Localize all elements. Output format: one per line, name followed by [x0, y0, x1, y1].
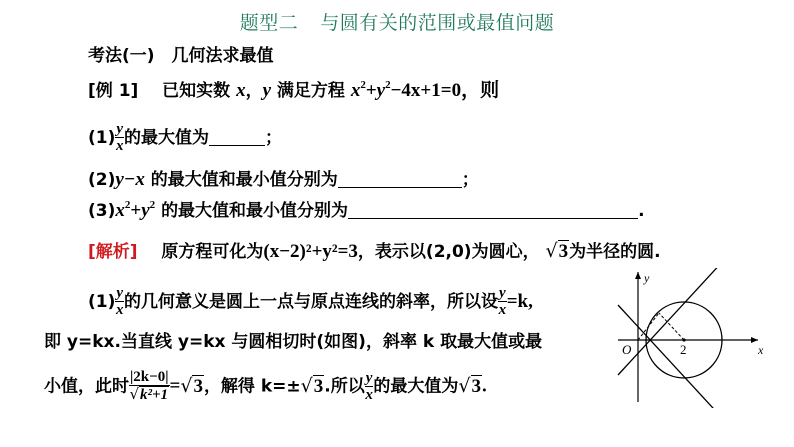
var-y: y	[262, 80, 271, 101]
title-part1: 题型二	[239, 12, 299, 34]
question-3	[88, 199, 645, 223]
distance-frac-num: |2k−0|	[130, 369, 169, 385]
method-heading: 考法(一) 几何法求最值	[88, 46, 274, 66]
result-frac-den: x	[365, 386, 373, 403]
sqrt3-radius: √3	[545, 240, 569, 262]
sqrt3-b: √3	[300, 374, 324, 397]
q1-end: ；	[265, 128, 283, 148]
solution-line4-mid2: ，解得 k=±	[203, 376, 301, 397]
origin-label: O	[622, 342, 632, 357]
solution-line4-eq: =	[169, 375, 181, 397]
solution-line4-pre: 小值，此时	[44, 376, 129, 397]
q3-num: (3)	[88, 201, 116, 221]
set-frac-den: x	[498, 302, 507, 318]
x-axis-arrow-icon	[751, 337, 758, 343]
example-label: [例 1]	[88, 81, 139, 101]
equation-tail: −4x+1=0，则	[390, 80, 500, 101]
slope-frac-num: y	[116, 285, 124, 301]
center-tick-label: 2	[680, 342, 687, 357]
x-axis-label: x	[758, 343, 764, 357]
result-frac-num: y	[365, 369, 373, 386]
y-axis-arrow-icon	[635, 272, 641, 279]
solution-line1-mid: ，表示以(2,0)为圆心，	[357, 242, 540, 262]
stem-mid: 满足方程	[276, 81, 345, 101]
distance-frac-den: k²+1	[140, 387, 169, 403]
q2-expr: y−x	[115, 169, 145, 190]
q1-frac-num: y	[116, 121, 124, 137]
sqrt3-a: √3	[180, 374, 203, 397]
sqrt3-b-value: 3	[313, 375, 324, 397]
slope-fraction	[115, 286, 124, 318]
tangent-figure	[612, 268, 772, 408]
q3-expr: $x^2+y^2$	[115, 199, 156, 221]
distance-fraction: $\frac{|2k-0|}{\text{√k²+1}}$	[129, 369, 169, 403]
solution-line1-pre: 原方程可化为	[161, 242, 264, 262]
solution-line-4	[44, 370, 487, 403]
tangent-line-lower	[618, 305, 724, 408]
y-axis-label: y	[644, 271, 650, 285]
q2-answer-blank[interactable]	[338, 169, 462, 188]
solution-line-3: 即 y=kx.当直线 y=kx 与圆相切时(如图)，斜率 k 取最大值或最	[44, 332, 543, 352]
question-1	[88, 122, 282, 154]
title-part2: 与圆有关的范围或最值问题	[320, 12, 555, 34]
sqrt3-c-value: 3	[471, 375, 482, 397]
q2-text: 的最大值和最小值分别为	[150, 170, 338, 190]
solution-line-2	[88, 286, 533, 318]
chord-dashed	[638, 313, 659, 340]
q2-end: ；	[461, 170, 479, 190]
equation: $x^2+y^2-4x+1=0$，则	[350, 79, 500, 101]
section-title	[0, 8, 794, 35]
stem-pre: 已知实数	[162, 81, 231, 101]
stem-comma: ，	[245, 81, 263, 101]
solution-line4-end: .	[482, 375, 487, 397]
var-x: x	[236, 80, 246, 101]
solution-line2-mid: 的几何意义是圆上一点与原点连线的斜率，所以设	[124, 292, 499, 312]
q1-text: 的最大值为	[124, 128, 210, 148]
solution-line-1	[88, 239, 661, 264]
q1-answer-blank[interactable]	[209, 127, 265, 146]
solution-label: [解析]	[88, 242, 138, 262]
sqrt3-c: √3	[458, 374, 482, 397]
q1-num: (1)	[88, 128, 116, 148]
q2-num: (2)	[88, 170, 116, 190]
q1-frac-den: x	[115, 138, 124, 154]
example-stem	[88, 79, 499, 103]
sqrt3-radius-value: 3	[558, 241, 569, 262]
sqrt3-a-value: 3	[193, 375, 203, 397]
solution-line2-num: (1)	[88, 292, 116, 312]
solution-line4-mid3: .所以	[324, 376, 365, 397]
solution-line1-end: 为半径的圆.	[569, 242, 661, 262]
set-fraction	[498, 286, 507, 318]
solution-line1-eq: (x−2)²+y²=3	[263, 241, 358, 262]
q3-answer-blank[interactable]	[348, 200, 638, 219]
solution-line2-end: =k,	[506, 291, 533, 312]
question-2	[88, 168, 479, 192]
solution-line4-mid4: 的最大值为	[373, 376, 459, 397]
slope-frac-den: x	[115, 302, 124, 318]
q3-end: .	[638, 201, 645, 221]
set-frac-num: y	[499, 285, 506, 301]
q1-fraction	[115, 122, 124, 154]
q3-text: 的最大值和最小值分别为	[161, 201, 349, 221]
